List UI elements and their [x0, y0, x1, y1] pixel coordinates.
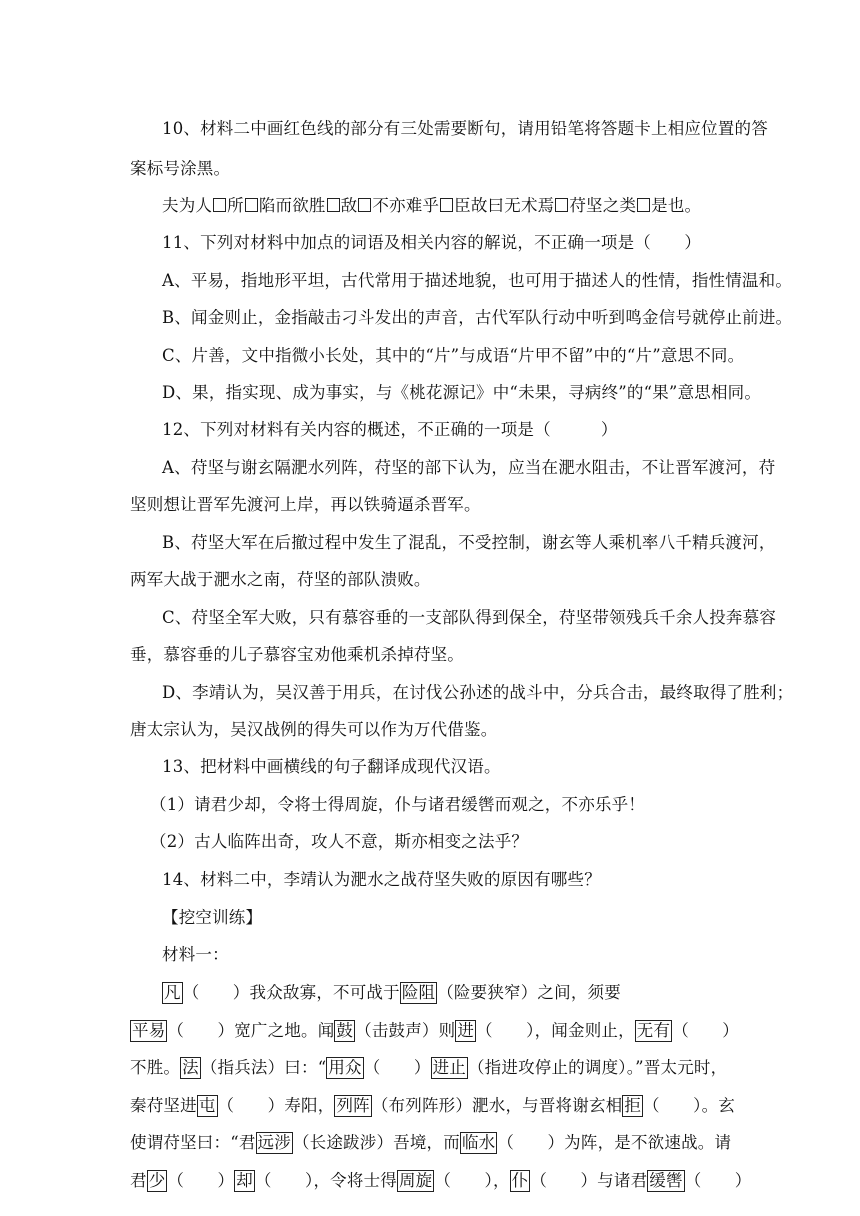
- q13-stem: 13、把材料中画横线的句子翻译成现代汉语。: [162, 757, 501, 776]
- answer-blank[interactable]: （ ）: [476, 1021, 535, 1040]
- keyword-box: 缓辔: [649, 1171, 683, 1190]
- q10-line1: 10、材料二中画红色线的部分有三处需要断句，请用铅笔将答题卡上相应位置的答: [162, 119, 768, 138]
- keyword-box: 少: [148, 1171, 166, 1190]
- answer-box[interactable]: [440, 198, 453, 212]
- keyword-box: 法: [182, 1058, 199, 1077]
- keyword-box: 平易: [132, 1021, 166, 1040]
- answer-box[interactable]: [213, 198, 226, 212]
- q10-sentence: 夫为人 所 陷而欲胜 敌 不亦难乎 臣故曰无术焉 苻坚之类 是也。: [162, 196, 702, 215]
- q12-option-d-line1: D、李靖认为，吴汉善于用兵，在讨伐公孙述的战斗中，分兵合击，最终取得了胜利；: [162, 683, 794, 702]
- keyword-box: 仆: [511, 1171, 529, 1190]
- q12-option-a-line1: A、苻坚与谢玄隔淝水列阵，苻坚的部下认为，应当在淝水阻击，不让晋军渡河，苻: [162, 458, 776, 477]
- q13-sentence-2: （2）古人临阵出奇，攻人不意，斯亦相变之法乎？: [150, 832, 529, 851]
- q11-option-d: D、果，指实现、成为事实，与《桃花源记》中“未果，寻病终”的“果”意思相同。: [162, 383, 762, 402]
- answer-box[interactable]: [637, 198, 650, 212]
- answer-blank[interactable]: （ ）: [254, 1171, 314, 1190]
- answer-blank[interactable]: （ ）: [643, 1096, 702, 1115]
- q12-option-b-line2: 两军大战于淝水之南，苻坚的部队溃败。: [130, 570, 431, 589]
- answer-box[interactable]: [555, 198, 568, 212]
- training-material-label: 材料一：: [162, 945, 229, 964]
- q12-option-a-line2: 坚则想让晋军先渡河上岸，再以铁骑逼杀晋军。: [130, 495, 481, 514]
- keyword-box: 拒: [624, 1096, 642, 1115]
- keyword-box: 远涉: [257, 1133, 291, 1152]
- training-line-5: 使谓苻坚曰：“君 远涉 （长途跋涉）吾境，而 临水 （ ）为阵，是不欲速战。请: [130, 1133, 732, 1152]
- answer-blank[interactable]: （ ）: [497, 1133, 565, 1152]
- q14-stem: 14、材料二中，李靖认为淝水之战苻坚失败的原因有哪些？: [162, 870, 601, 889]
- answer-blank[interactable]: （ ）: [530, 1171, 598, 1190]
- keyword-box: 进止: [432, 1058, 466, 1077]
- keyword-box: 却: [236, 1171, 253, 1190]
- q12-option-c-line2: 垂，慕容垂的儿子慕容宝劝他乘机杀掉苻坚。: [130, 645, 464, 664]
- keyword-box: 险阻: [401, 983, 436, 1002]
- answer-blank[interactable]: （ ）: [684, 1171, 752, 1190]
- keyword-box: 凡: [164, 983, 181, 1002]
- answer-blank[interactable]: （ ）: [672, 1021, 740, 1040]
- answer-box[interactable]: [245, 198, 258, 212]
- keyword-box: 用众: [328, 1058, 362, 1077]
- training-line-3: 不胜。 法 （指兵法）曰：“ 用众 （ ） 进止 （指进攻停止的调度）。”晋太元时，: [130, 1058, 728, 1077]
- q10-line2: 案标号涂黑。: [130, 159, 231, 178]
- answer-blank[interactable]: （ ）: [363, 1058, 431, 1077]
- keyword-box: 列阵: [336, 1096, 370, 1115]
- keyword-box: 鼓: [336, 1021, 354, 1040]
- q11-option-a: A、平易，指地形平坦，古代常用于描述地貌，也可用于描述人的性情，指性情温和。: [162, 271, 793, 290]
- q12-stem: 12、下列对材料有关内容的概述，不正确的一项是（ ）: [162, 420, 618, 439]
- answer-blank[interactable]: （ ）: [182, 983, 250, 1002]
- q11-option-c: C、片善，文中指微小长处，其中的“片”与成语“片甲不留”中的“片”意思不同。: [162, 346, 745, 365]
- q12-option-b-line1: B、苻坚大军在后撤过程中发生了混乱，不受控制，谢玄等人乘机率八千精兵渡河，: [162, 533, 776, 552]
- training-line-6: 君 少 （ ） 却 （ ），令将士得 周旋 （ ）， 仆 （ ）与诸君 缓辔 （ ）: [130, 1171, 752, 1190]
- q12-option-c-line1: C、苻坚全军大败，只有慕容垂的一支部队得到保全，苻坚带领残兵千余人投奔慕容: [162, 608, 777, 627]
- training-line-1: 凡 （ ）我众敌寡，不可战于 险阻 （险要狭窄）之间，须要: [164, 983, 621, 1002]
- answer-blank[interactable]: （ ）: [434, 1171, 493, 1190]
- training-line-2: 平易 （ ）宽广之地。闻 鼓 （击鼓声）则 进 （ ），闻金则止， 无有 （ ）: [132, 1021, 740, 1040]
- q11-stem: 11、下列对材料中加点的词语及相关内容的解说，不正确一项是（ ）: [162, 233, 702, 252]
- training-line-4: 秦苻坚进 屯 （ ）寿阳， 列阵 （布列阵形）淝水，与晋将谢玄相 拒 （ ）。玄: [130, 1096, 736, 1115]
- answer-blank[interactable]: （ ）: [217, 1096, 285, 1115]
- keyword-box: 临水: [461, 1133, 496, 1152]
- keyword-box: 无有: [636, 1021, 671, 1040]
- answer-blank[interactable]: （ ）: [167, 1171, 235, 1190]
- keyword-box: 屯: [198, 1096, 216, 1115]
- q11-option-b: B、闻金则止，金指敲击刁斗发出的声音，古代军队行动中听到鸣金信号就停止前进。: [162, 308, 793, 327]
- keyword-box: 周旋: [398, 1171, 433, 1190]
- training-line-1b: [202, 982, 812, 1004]
- training-title: 【挖空训练】: [162, 908, 263, 927]
- answer-blank[interactable]: （ ）: [167, 1021, 235, 1040]
- keyword-box: 进: [457, 1021, 475, 1040]
- q12-option-d-line2: 唐太宗认为，吴汉战例的得失可以作为万代借鉴。: [130, 720, 498, 739]
- q13-sentence-1: （1）请君少却，令将士得周旋，仆与诸君缓辔而观之，不亦乐乎！: [150, 795, 645, 814]
- answer-box[interactable]: [327, 198, 340, 212]
- answer-box[interactable]: [358, 198, 371, 212]
